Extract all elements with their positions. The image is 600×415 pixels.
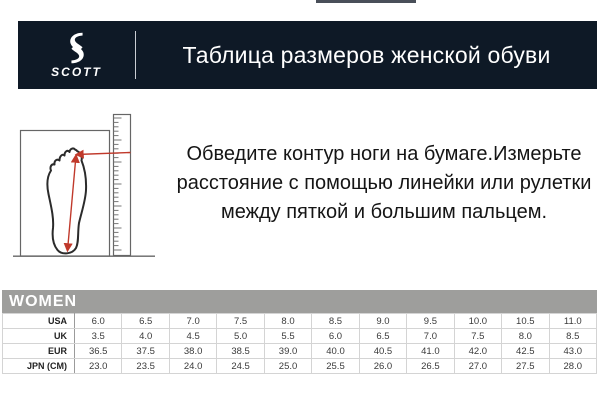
size-cell: 9.0 (359, 314, 406, 329)
size-cell: 38.5 (217, 344, 264, 359)
row-label: JPN (CM) (3, 359, 75, 374)
size-cell: 25.0 (264, 359, 311, 374)
size-cell: 39.0 (264, 344, 311, 359)
scott-s-icon (64, 32, 90, 64)
size-cell: 23.0 (75, 359, 122, 374)
size-cell: 28.0 (549, 359, 596, 374)
size-cell: 4.0 (122, 329, 169, 344)
size-cell: 4.5 (169, 329, 216, 344)
size-cell: 7.0 (407, 329, 454, 344)
screenshot-artifact-strip (316, 0, 416, 3)
size-cell: 8.5 (549, 329, 596, 344)
size-cell: 37.5 (122, 344, 169, 359)
size-cell: 26.5 (407, 359, 454, 374)
row-label: UK (3, 329, 75, 344)
size-cell: 23.5 (122, 359, 169, 374)
size-cell: 26.0 (359, 359, 406, 374)
header-bar (18, 21, 597, 89)
size-cell: 40.0 (312, 344, 359, 359)
size-cell: 42.0 (454, 344, 501, 359)
size-cell: 10.0 (454, 314, 501, 329)
table-row (3, 329, 597, 344)
size-cell: 5.5 (264, 329, 311, 344)
size-cell: 7.5 (454, 329, 501, 344)
instructions-text (168, 140, 600, 227)
size-cell: 6.5 (122, 314, 169, 329)
size-cell: 43.0 (549, 344, 596, 359)
row-label: EUR (3, 344, 75, 359)
length-arrow (68, 156, 77, 251)
size-cell: 8.0 (264, 314, 311, 329)
row-label: USA (3, 314, 75, 329)
size-cell: 27.0 (454, 359, 501, 374)
size-cell: 11.0 (549, 314, 596, 329)
size-cell: 24.0 (169, 359, 216, 374)
size-cell: 27.5 (502, 359, 549, 374)
instructions-line: расстояние с помощью линейки или рулетки (176, 172, 592, 194)
size-cell: 42.5 (502, 344, 549, 359)
size-cell: 9.5 (407, 314, 454, 329)
women-section-title: WOMEN (9, 292, 78, 310)
table-row (3, 314, 597, 329)
size-cell: 6.5 (359, 329, 406, 344)
size-cell: 6.0 (312, 329, 359, 344)
size-cell: 36.5 (75, 344, 122, 359)
instructions-line: между пяткой и большим пальцем. (220, 201, 548, 223)
size-cell: 8.5 (312, 314, 359, 329)
women-section-header (2, 290, 597, 313)
scott-wordmark: SCOTT (51, 64, 102, 79)
size-table (2, 313, 597, 374)
size-cell: 41.0 (407, 344, 454, 359)
page-title: Таблица размеров женской обуви (182, 41, 551, 68)
size-cell: 3.5 (75, 329, 122, 344)
size-cell: 25.5 (312, 359, 359, 374)
size-cell: 5.0 (217, 329, 264, 344)
size-cell: 38.0 (169, 344, 216, 359)
table-row (3, 344, 597, 359)
foot-measurement-diagram (5, 108, 165, 268)
paper-outline (21, 131, 110, 257)
size-cell: 7.5 (217, 314, 264, 329)
size-cell: 10.5 (502, 314, 549, 329)
size-cell: 40.5 (359, 344, 406, 359)
table-row (3, 359, 597, 374)
foot-outline (47, 148, 86, 253)
size-cell: 6.0 (75, 314, 122, 329)
instructions-line: Обведите контур ноги на бумаге.Измерьте (186, 143, 582, 165)
size-cell: 8.0 (502, 329, 549, 344)
size-cell: 7.0 (169, 314, 216, 329)
size-cell: 24.5 (217, 359, 264, 374)
scott-logo (18, 32, 135, 79)
